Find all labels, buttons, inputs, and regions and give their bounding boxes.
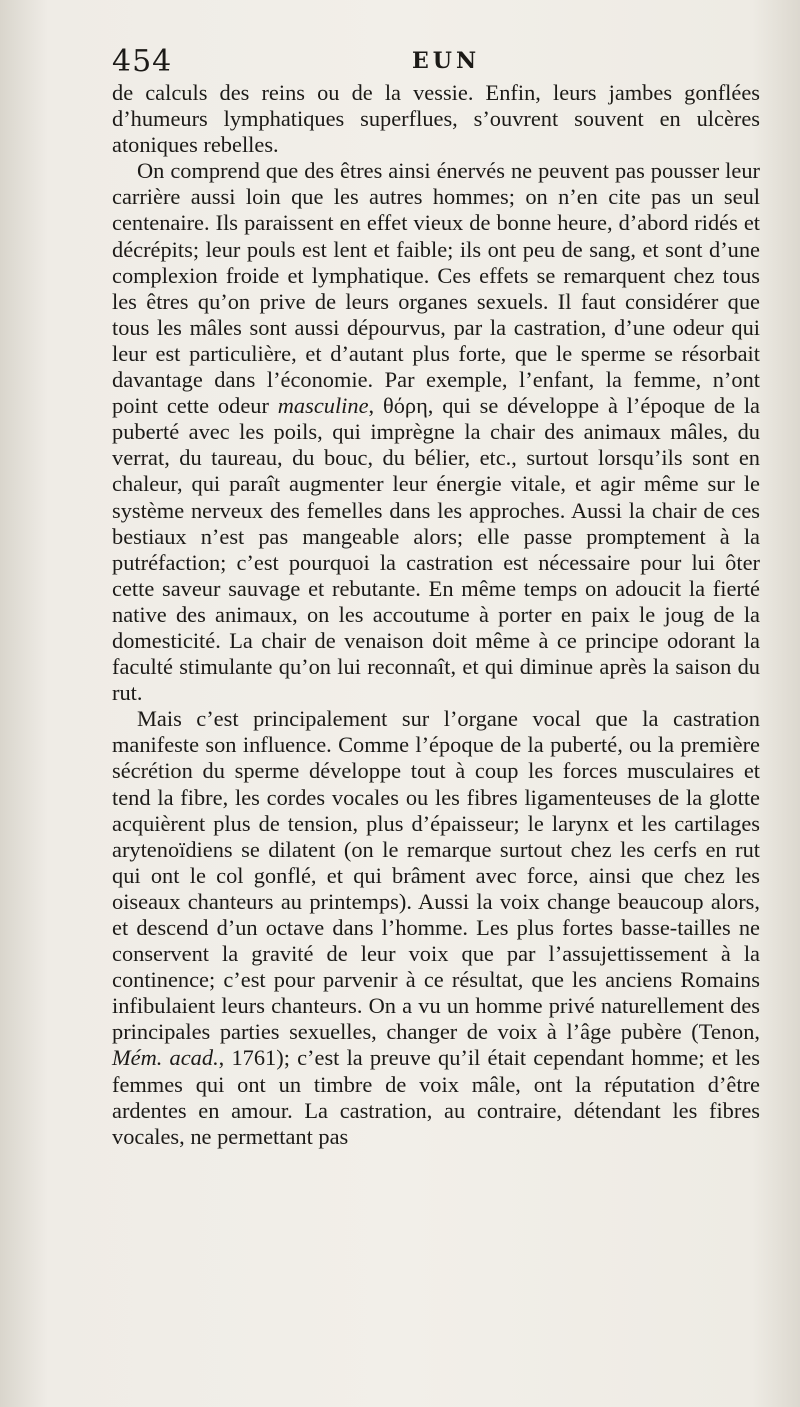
text-segment: Mais c’est principalement sur l’organe vocal que la castration manifeste son influence. Comme l’époque de la puberté, ou la première sécrétion du sperme développe tout à coup les forces musculaires et tend la fibre, les cordes vocales ou les fibres ligamenteuses de la glotte acquièrent plus de tension, plus d’épaisseur; le larynx et les cartilages arytenoïdiens se dilatent (on le remarque surtout chez les cerfs en rut qui ont le col gonflé, et qui brâment avec force, ainsi que chez les oiseaux chanteurs au printemps). Aussi la voix change beaucoup alors, et descend d’un octave dans l’homme. Les plus fortes basse-tailles ne conservent la gravité de leur voix que par l’assujettissement à la continence; c’est pour parvenir à ce résultat, que les anciens Romains infibulaient leurs chanteurs. On a vu un homme privé naturellement des principales parties sexuelles, changer de voix à l’âge pubère (Tenon, <box>112 706 760 1045</box>
italic-term-masculine: masculine <box>277 393 369 419</box>
text-segment: , 1761); c’est la preuve qu’il était cependant homme; et les femmes qui ont un timbre de voix mâle, ont la réputation d’être ardentes en amour. La castration, au contraire, détendant les fibres vocales, ne permettant pas <box>112 1045 760 1149</box>
page-header <box>112 44 760 80</box>
text-segment: On comprend que des êtres ainsi énervés ne peuvent pas pousser leur carrière aussi loin que les autres hommes; on n’en cite pas un seul centenaire. Ils paraissent en effet vieux de bonne heure, d’abord ridés et décrépits; leur pouls est lent et faible; ils ont peu de sang, et sont d’une complexion froide et lymphatique. Ces effets se remarquent chez tous les êtres qu’on prive de leurs organes sexuels. Il faut considérer que tous les mâles sont aussi dépourvus, par la castration, d’une odeur qui leur est particulière, et d’autant plus forte, que le sperme se résorbait davantage dans l’économie. Par exemple, l’enfant, la femme, n’ont point cette odeur <box>112 158 760 419</box>
paragraph-eunuch-physiology <box>112 158 760 706</box>
text-segment: , θόρη, qui se développe à l’époque de la puberté avec les poils, qui imprègne la chair des animaux mâles, du verrat, du taureau, du bouc, du bélier, etc., surtout lorsqu’ils sont en chaleur, qui paraît augmenter leur énergie vitale, et agir même sur le système nerveux des femelles dans les approches. Aussi la chair de ces bestiaux n’est pas mangeable alors; elle passe promptement à la putréfaction; c’est pourquoi la castration est nécessaire pour lui ôter cette saveur sauvage et rebutante. En même temps on adoucit la fierté native des animaux, on les accoutume à porter en paix le joug de la domesticité. La chair de venaison doit même à ce principe odorant la faculté stimulante qu’on lui reconnaît, et qui diminue après la saison du rut. <box>112 393 760 706</box>
italic-citation: Mém. acad. <box>112 1045 219 1071</box>
paragraph-continuation <box>112 80 760 158</box>
text-segment: de calculs des reins ou de la vessie. Enfin, leurs jambes gonflées d’humeurs lymphatiques superflues, s’ouvrent souvent en ulcères atoniques rebelles. <box>112 80 760 158</box>
body-text <box>112 80 760 1150</box>
page-number: 454 <box>112 44 173 79</box>
paragraph-vocal-organ <box>112 706 760 1150</box>
running-head: EUN <box>412 48 481 74</box>
